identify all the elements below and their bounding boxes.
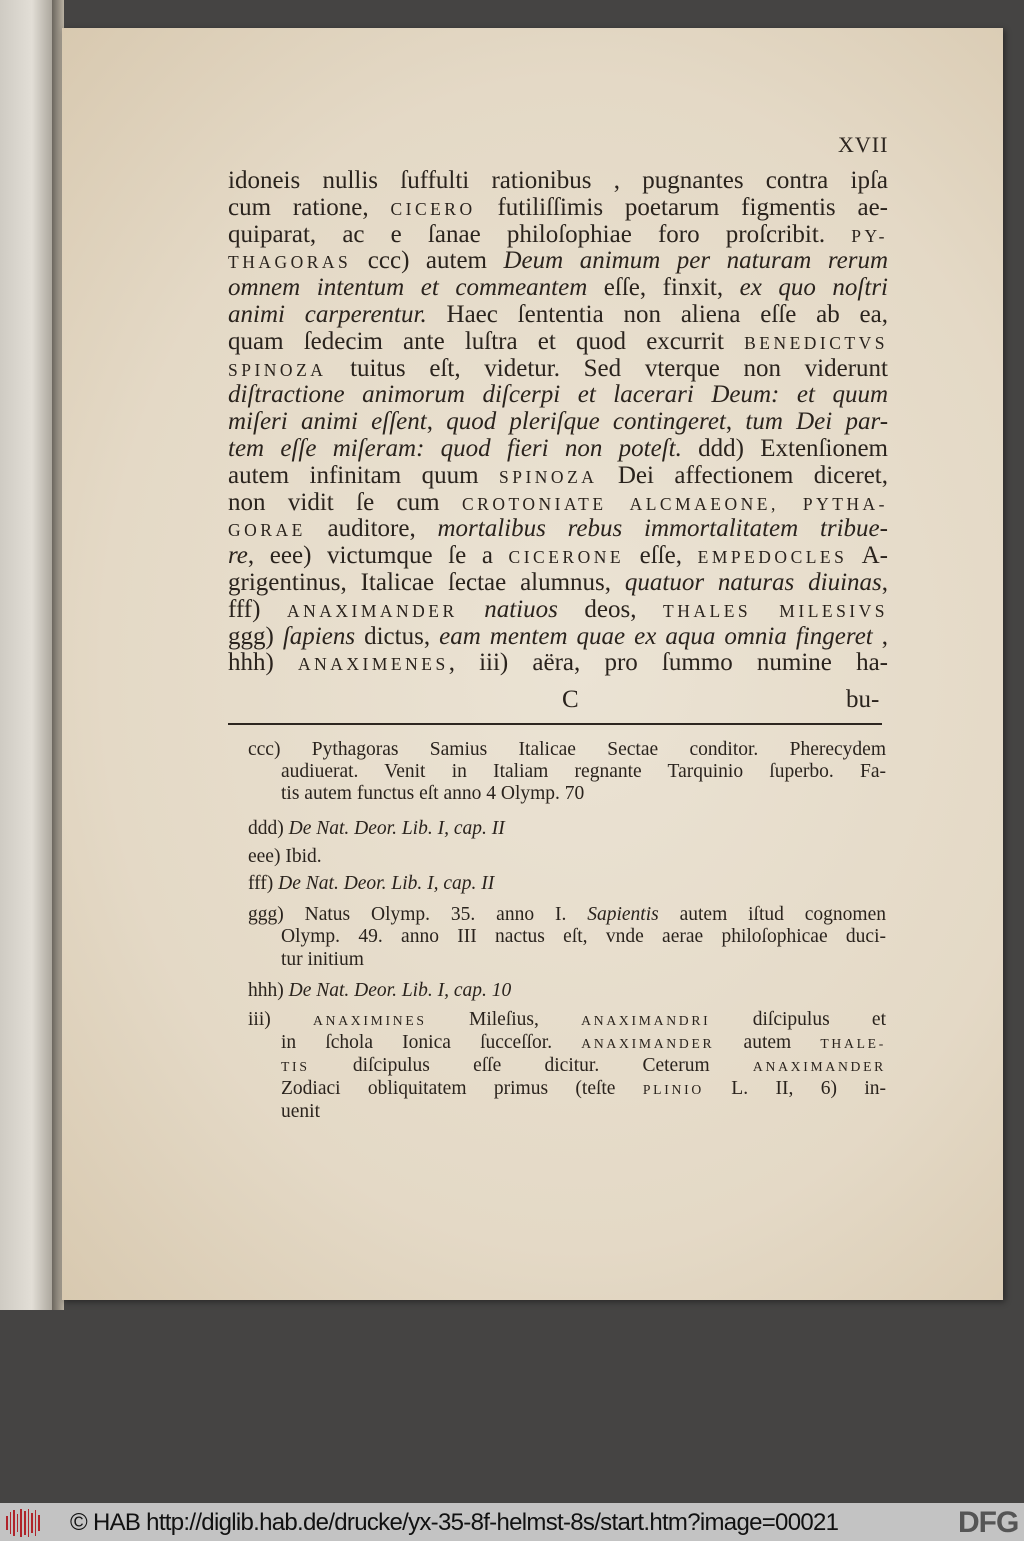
text-run: diſcipulus et (710, 1009, 886, 1030)
small-caps-name: CICERO (390, 198, 476, 219)
text-run: ddd) Extenſionem (681, 435, 888, 462)
text-run: dictus, (355, 622, 440, 650)
italic-text: tum Dei par- (745, 408, 889, 436)
italic-text: omnem intentum et commeantem (228, 274, 588, 302)
text-run: in ſchola Ionica ſucceſſor. (281, 1032, 582, 1053)
text-run: deos, (557, 595, 664, 623)
text-run: autem infinitam quum (228, 461, 499, 489)
text-run: hhh) (248, 980, 289, 1001)
text-line (228, 248, 888, 275)
italic-text: De Nat. Deor. Lib. I, cap. II (288, 818, 505, 839)
text-run: ccc) autem (351, 247, 504, 275)
previous-page-edge (0, 0, 58, 1310)
italic-text: ex quo noſtri (739, 274, 889, 302)
footnote-line (281, 926, 886, 948)
text-line (228, 409, 888, 436)
text-run: Dei affectionem diceret, (597, 461, 888, 489)
text-run: diſcipulus eſſe dicitur. Ceterum (309, 1055, 753, 1076)
italic-text: eam mentem quae ex aqua omnia fingeret (439, 622, 873, 650)
text-run: Haec ſententia non aliena eſſe ab ea, (426, 301, 889, 328)
hab-logo-icon (6, 1509, 40, 1537)
text-run: eſſe, (624, 542, 698, 570)
footnote-line (281, 761, 886, 783)
small-caps-name: EMPEDOCLES (697, 547, 848, 568)
signature-mark: C (562, 686, 579, 713)
text-line (228, 463, 888, 490)
text-run: idoneis nullis ſuffulti rationibus , pugnantes contra ipſa (228, 167, 888, 194)
footnote-line (248, 904, 886, 926)
text-line (228, 570, 888, 597)
footnote-line (248, 1009, 886, 1031)
small-caps-name: SPINOZA (228, 359, 327, 380)
text-run: audiuerat. Venit in Italiam regnante Tarquinio ſuperbo. Fa- (281, 761, 886, 782)
italic-text: quod pleriſque contingeret (446, 408, 726, 436)
dfg-logo: DFG (958, 1506, 1019, 1539)
text-line (228, 329, 888, 356)
footnote-line (248, 873, 886, 895)
catchword: bu- (846, 686, 880, 713)
small-caps-name: ANAXIMANDER (581, 1036, 715, 1051)
text-run: tis autem functus eſt anno 4 Olymp. 70 (281, 783, 585, 804)
small-caps-name: PY- (851, 225, 888, 246)
text-line (228, 597, 888, 624)
text-run: , (725, 408, 746, 436)
text-line (228, 275, 888, 302)
italic-text: tem eſſe miſeram: quod fieri non poteſt. (228, 435, 682, 462)
text-line (228, 168, 888, 195)
text-run: , (872, 622, 889, 650)
footnote-line (281, 1055, 886, 1077)
small-caps-name: PLINIO (642, 1082, 704, 1097)
text-line (228, 436, 888, 463)
small-caps-name: GORAE (228, 520, 306, 541)
text-run: futiliſſimis poetarum figmentis ae- (475, 193, 888, 221)
text-run: fff) (248, 873, 279, 894)
small-caps-name: SPINOZA (499, 466, 598, 487)
text-run: auditore, (305, 515, 438, 543)
text-run: tuitus eſt, videtur. Sed vterque non viderunt (326, 354, 888, 382)
footer-bar (0, 1503, 1024, 1541)
text-run (458, 596, 485, 623)
text-line (228, 195, 888, 222)
small-caps-name: CICERONE (508, 547, 625, 568)
small-caps-name: CROTONIATE ALCMAEONE, PYTHA- (462, 493, 889, 514)
text-run: fff) (228, 595, 287, 623)
text-run: grigentinus, Italicae ſectae alumnus, (228, 569, 625, 596)
text-run: ggg) Natus Olymp. 35. anno I. (248, 904, 588, 925)
footnote-line (281, 949, 886, 971)
small-caps-name: ANAXIMENES (297, 654, 449, 675)
text-line (228, 490, 888, 517)
text-run: iii) (248, 1009, 314, 1030)
copyright-url[interactable]: © HAB http://diglib.hab.de/drucke/yx-35-8f-helmst-8s/start.htm?image=00021 (70, 1509, 839, 1536)
italic-text: De Nat. Deor. Lib. I, cap. II (278, 873, 495, 894)
small-caps-name: ANAXIMANDRI (581, 1013, 711, 1028)
small-caps-name: TIS (281, 1059, 310, 1074)
italic-text: Deum animum per naturam rerum (503, 247, 888, 275)
text-run: L. II, 6) in- (703, 1078, 886, 1099)
text-line (228, 650, 888, 677)
footnote-rule (228, 723, 882, 725)
footnote-line (281, 1078, 886, 1100)
text-run: ccc) Pythagoras Samius Italicae Sectae conditor. Pherecydem (248, 739, 886, 760)
text-line (228, 543, 888, 570)
text-run: tur initium (281, 949, 364, 970)
footnote-line (281, 783, 886, 805)
italic-text: miſeri animi eſſent (228, 408, 427, 436)
text-line (228, 624, 888, 651)
text-run: Zodiaci obliquitatem primus (teſte (281, 1078, 643, 1099)
italic-text: mortalibus rebus immortalitatem tribue- (437, 515, 888, 543)
text-run: quiparat, ac e ſanae philoſophiae foro proſcribit. (228, 220, 852, 248)
footnote-line (248, 739, 886, 761)
text-run: eſſe, finxit, (587, 274, 740, 302)
text-run: non vidit ſe cum (228, 488, 462, 516)
text-line (228, 516, 888, 543)
italic-text: diſtractione animorum diſcerpi et lacerari Deum: et quum (228, 381, 888, 409)
small-caps-name: THALE- (820, 1036, 886, 1051)
italic-text: Sapientis (587, 904, 659, 925)
italic-text: natiuos (484, 595, 558, 623)
small-caps-name: THALES MILESIVS (663, 600, 889, 621)
text-run: eee) Ibid. (248, 846, 322, 867)
text-run: quam ſedecim ante luſtra et quod excurrit (228, 327, 745, 355)
text-run: ggg) (228, 622, 283, 650)
text-line (228, 302, 888, 329)
small-caps-name: THAGORAS (228, 252, 352, 273)
text-run: A- (847, 542, 888, 570)
footnote-line (281, 1101, 886, 1123)
footnote-line (248, 818, 886, 840)
text-run: cum ratione, (228, 193, 391, 221)
italic-text: ſapiens (282, 622, 356, 650)
text-run: Mileſius, (426, 1009, 582, 1030)
text-run: autem iſtud cognomen (658, 904, 886, 925)
text-run: Olymp. 49. anno III nactus eſt, vnde aerae philoſophicae duci- (281, 926, 886, 947)
small-caps-name: BENEDICTVS (744, 332, 888, 353)
text-line (228, 356, 888, 383)
footnote-line (281, 1032, 886, 1054)
page-number: XVII (838, 132, 889, 157)
footnote-line (248, 846, 886, 868)
italic-text: De Nat. Deor. Lib. I, cap. 10 (288, 980, 512, 1001)
italic-text: animi carperentur. (228, 301, 427, 328)
small-caps-name: ANAXIMANDER (286, 600, 458, 621)
small-caps-name: ANAXIMANDER (752, 1059, 886, 1074)
small-caps-name: ANAXIMINES (313, 1013, 427, 1028)
italic-text: re (228, 542, 248, 570)
text-run: autem (714, 1032, 821, 1053)
text-run: hhh) (228, 649, 298, 677)
text-run: , eee) victumque ſe a (247, 542, 509, 570)
text-run: , (426, 408, 447, 436)
italic-text: quatuor naturas diuinas (624, 569, 882, 596)
text-line (228, 222, 888, 249)
text-run: uenit (281, 1101, 320, 1122)
text-run: , (881, 569, 888, 596)
text-line (228, 382, 888, 409)
footnote-line (248, 980, 886, 1002)
text-run: , iii) aëra, pro ſummo numine ha- (448, 649, 888, 677)
text-run: ddd) (248, 818, 289, 839)
